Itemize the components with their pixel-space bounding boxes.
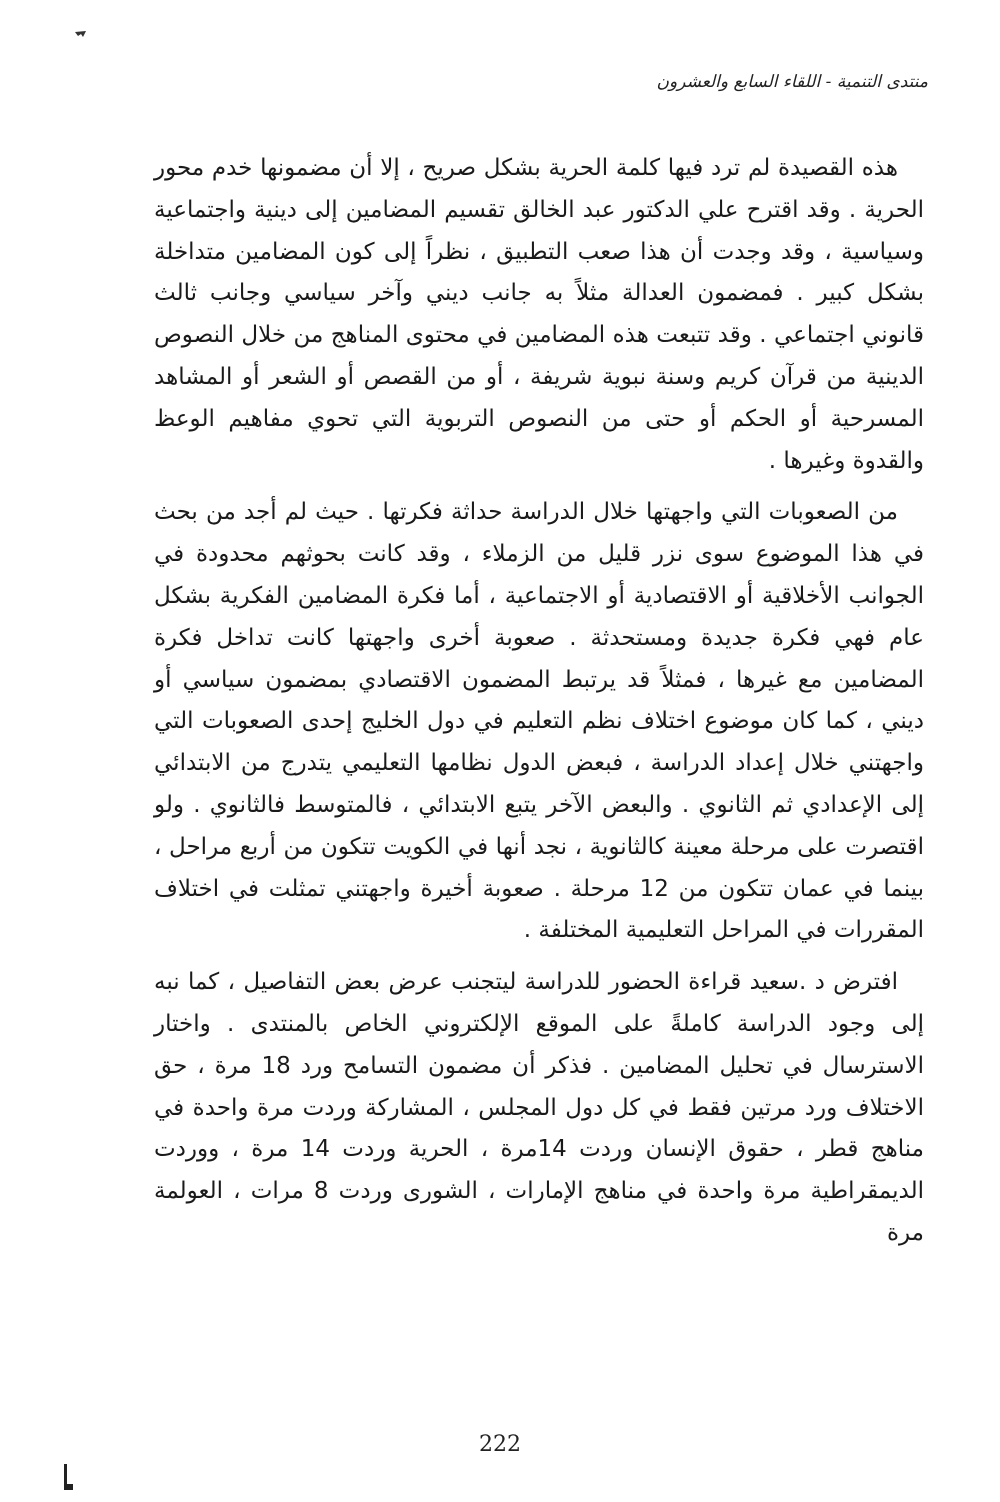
paragraph-2: من الصعوبات التي واجهتها خلال الدراسة حداثة فكرتها . حيث لم أجد من بحث في هذا الموضوع سوى نزر قليل من الزملاء ، وقد كانت بحوثهم محدودة في الجوانب الأخلاقية أو الاقتصادية أو الاجتماعية ، أما فكرة المضامين الفكرية بشكل عام فهي فكرة جديدة ومستحدثة . صعوبة أخرى واجهتها كانت تداخل فكرة المضامين مع غيرها ، فمثلاً قد يرتبط المضمون الاقتصادي بمضمون سياسي أو ديني ، كما كان موضوع اختلاف نظم التعليم في دول الخليج إحدى الصعوبات التي واجهتني خلال إعداد الدراسة ، فبعض الدول نظامها التعليمي يتدرج من الابتدائي إلى الإعدادي ثم الثانوي . والبعض الآخر يتبع الابتدائي ، فالمتوسط فالثانوي . ولو اقتصرت على مرحلة معينة كالثانوية ، نجد أنها في الكويت تتكون من أربع مراحل ، بينما في عمان تتكون من 12 مرحلة . صعوبة أخيرة واجهتني تمثلت في اختلاف المقررات في المراحل التعليمية المختلفة . [154, 499, 924, 944]
paragraph-3: افترض د .سعيد قراءة الحضور للدراسة ليتجنب عرض بعض التفاصيل ، كما نبه إلى وجود الدراسة كاملةً على الموقع الإلكتروني الخاص بالمنتدى . واختار الاسترسال في تحليل المضامين . فذكر أن مضمون التسامح ورد 18 مرة ، حق الاختلاف ورد مرتين فقط في كل دول المجلس ، المشاركة وردت مرة واحدة في مناهج قطر ، حقوق الإنسان وردت 14مرة ، الحرية وردت 14 مرة ، ووردت الديمقراطية مرة واحدة في مناهج الإمارات ، الشورى وردت 8 مرات ، العولمة مرة [154, 969, 924, 1246]
body-text [154, 148, 924, 1255]
page-number: 222 [479, 1432, 521, 1457]
scan-artifact-mark [74, 30, 88, 38]
paragraph-1: هذه القصيدة لم ترد فيها كلمة الحرية بشكل صريح ، إلا أن مضمونها خدم محور الحرية . وقد اقترح علي الدكتور عبد الخالق تقسيم المضامين إلى دينية واجتماعية وسياسية ، وقد وجدت أن هذا صعب التطبيق ، نظراً إلى كون المضامين متداخلة بشكل كبير . فمضمون العدالة مثلاً به جانب ديني وآخر سياسي وجانب ثالث قانوني اجتماعي . وقد تتبعت هذه المضامين في محتوى المناهج من خلال النصوص الدينية من قرآن كريم وسنة نبوية شريفة ، أو من القصص أو الشعر أو المشاهد المسرحية أو الحكم أو حتى من النصوص التربوية التي تحوي مفاهيم الوعظ والقدوة وغيرها . [154, 155, 924, 474]
scan-artifact-mark-bottom [62, 1462, 74, 1492]
running-header: منتدى التنمية - اللقاء السابع والعشرون [656, 72, 928, 92]
